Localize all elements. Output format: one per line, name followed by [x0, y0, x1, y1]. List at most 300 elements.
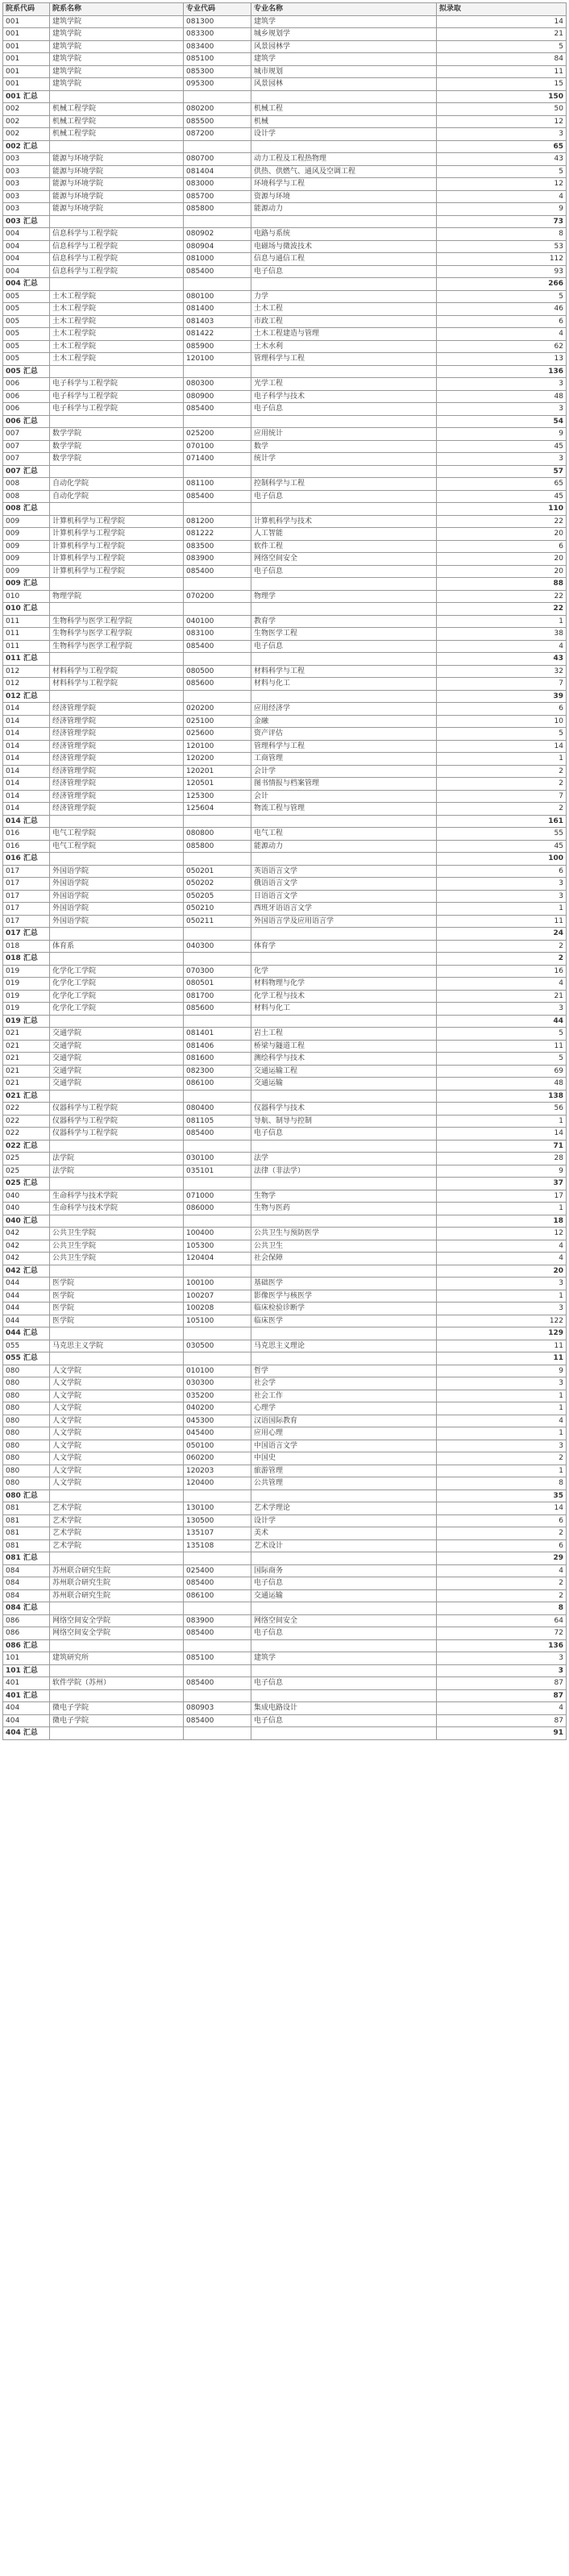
admitted-count-cell: 11 [437, 65, 567, 78]
major-code-cell [184, 1639, 251, 1652]
major-code-cell: 085600 [184, 1003, 251, 1016]
major-code-cell: 085700 [184, 190, 251, 203]
admitted-count-cell: 8 [437, 228, 567, 241]
dept-name-cell [50, 1727, 184, 1740]
dept-code-cell: 017 [3, 865, 50, 878]
dept-name-cell: 经济管理学院 [50, 790, 184, 803]
major-name-cell: 能源动力 [251, 203, 437, 216]
admitted-count-cell: 43 [437, 653, 567, 666]
major-code-cell: 100207 [184, 1290, 251, 1303]
dept-code-cell: 006 [3, 390, 50, 403]
major-name-cell: 教育学 [251, 615, 437, 628]
major-name-cell: 化学工程与技术 [251, 990, 437, 1003]
dept-name-cell: 外国语学院 [50, 890, 184, 903]
major-code-cell: 085400 [184, 490, 251, 503]
table-row [3, 828, 567, 841]
dept-code-cell: 025 汇总 [3, 1178, 50, 1190]
subtotal-row [3, 1327, 567, 1340]
table-row [3, 1303, 567, 1315]
dept-name-cell: 经济管理学院 [50, 715, 184, 728]
major-code-cell: 081404 [184, 165, 251, 178]
major-name-cell: 统计学 [251, 453, 437, 466]
major-code-cell: 120100 [184, 740, 251, 753]
dept-name-cell: 建筑学院 [50, 40, 184, 53]
dept-code-cell: 019 [3, 1003, 50, 1016]
dept-name-cell: 交通学院 [50, 1053, 184, 1066]
major-code-cell [184, 653, 251, 666]
table-row [3, 703, 567, 716]
admitted-count-cell: 3 [437, 453, 567, 466]
dept-code-cell: 040 [3, 1203, 50, 1215]
major-name-cell [251, 1327, 437, 1340]
table-row [3, 190, 567, 203]
admitted-count-cell: 22 [437, 515, 567, 528]
major-code-cell: 086000 [184, 1203, 251, 1215]
major-code-cell [184, 1178, 251, 1190]
table-row [3, 1427, 567, 1440]
admitted-count-cell: 136 [437, 365, 567, 378]
table-row [3, 153, 567, 166]
dept-name-cell: 建筑学院 [50, 28, 184, 41]
table-row [3, 728, 567, 741]
dept-name-cell: 生物科学与医学工程学院 [50, 640, 184, 653]
admitted-count-cell: 69 [437, 1065, 567, 1078]
dept-name-cell [50, 503, 184, 516]
dept-name-cell: 机械工程学院 [50, 103, 184, 116]
table-row [3, 1115, 567, 1128]
admitted-count-cell: 4 [437, 190, 567, 203]
dept-name-cell: 医学院 [50, 1315, 184, 1327]
dept-code-cell: 010 [3, 590, 50, 603]
dept-code-cell: 006 [3, 403, 50, 416]
table-row [3, 28, 567, 41]
dept-code-cell: 003 [3, 153, 50, 166]
dept-name-cell [50, 1602, 184, 1615]
major-name-cell: 土木工程 [251, 303, 437, 316]
dept-code-cell: 003 汇总 [3, 215, 50, 228]
major-name-cell: 生物医学工程 [251, 628, 437, 641]
table-row [3, 103, 567, 116]
major-name-cell: 工商管理 [251, 753, 437, 766]
dept-code-cell: 042 [3, 1240, 50, 1253]
admitted-count-cell: 64 [437, 1614, 567, 1627]
dept-name-cell [50, 603, 184, 616]
dept-code-cell: 025 [3, 1165, 50, 1178]
major-code-cell: 085400 [184, 265, 251, 278]
dept-code-cell: 011 [3, 640, 50, 653]
table-row [3, 965, 567, 978]
major-name-cell [251, 653, 437, 666]
major-name-cell [251, 1090, 437, 1103]
major-name-cell: 建筑学 [251, 53, 437, 66]
table-row [3, 390, 567, 403]
major-name-cell: 网络空间安全 [251, 1614, 437, 1627]
table-row [3, 1514, 567, 1527]
table-row [3, 590, 567, 603]
major-code-cell [184, 1689, 251, 1702]
major-code-cell: 100400 [184, 1228, 251, 1240]
major-name-cell [251, 1602, 437, 1615]
major-name-cell: 美术 [251, 1527, 437, 1540]
admitted-count-cell: 39 [437, 690, 567, 703]
major-code-cell: 050205 [184, 890, 251, 903]
dept-name-cell: 电子科学与工程学院 [50, 403, 184, 416]
dept-code-cell: 017 [3, 915, 50, 928]
admitted-count-cell: 22 [437, 603, 567, 616]
table-row [3, 640, 567, 653]
table-row [3, 1477, 567, 1490]
major-name-cell: 土木水利 [251, 340, 437, 353]
dept-code-cell: 044 [3, 1315, 50, 1327]
table-row [3, 1290, 567, 1303]
admitted-count-cell: 1 [437, 903, 567, 916]
table-body [3, 15, 567, 1739]
dept-name-cell: 信息科学与工程学院 [50, 240, 184, 253]
dept-name-cell: 计算机科学与工程学院 [50, 515, 184, 528]
admitted-count-cell: 1 [437, 1427, 567, 1440]
major-name-cell: 电子信息 [251, 640, 437, 653]
major-name-cell: 心理学 [251, 1402, 437, 1415]
major-code-cell: 070100 [184, 440, 251, 453]
major-code-cell: 085400 [184, 1677, 251, 1690]
table-row [3, 315, 567, 328]
major-code-cell [184, 1490, 251, 1502]
dept-name-cell: 公共卫生学院 [50, 1228, 184, 1240]
table-row [3, 1003, 567, 1016]
major-code-cell: 100208 [184, 1303, 251, 1315]
dept-code-cell: 005 [3, 290, 50, 303]
dept-name-cell: 人文学院 [50, 1477, 184, 1490]
major-name-cell: 环境科学与工程 [251, 178, 437, 191]
dept-name-cell: 建筑学院 [50, 53, 184, 66]
major-code-cell: 085800 [184, 203, 251, 216]
admitted-count-cell: 14 [437, 740, 567, 753]
dept-name-cell: 艺术学院 [50, 1527, 184, 1540]
dept-code-cell: 022 [3, 1128, 50, 1141]
dept-code-cell: 004 [3, 240, 50, 253]
dept-code-cell: 042 [3, 1228, 50, 1240]
dept-code-cell: 019 [3, 965, 50, 978]
dept-name-cell: 人文学院 [50, 1402, 184, 1415]
table-row [3, 1465, 567, 1477]
major-code-cell: 010100 [184, 1365, 251, 1377]
major-code-cell: 081403 [184, 315, 251, 328]
table-row [3, 478, 567, 491]
dept-name-cell: 计算机科学与工程学院 [50, 528, 184, 541]
dept-code-cell: 086 [3, 1627, 50, 1640]
dept-code-cell: 004 [3, 265, 50, 278]
admitted-count-cell: 6 [437, 315, 567, 328]
admitted-count-cell: 3 [437, 878, 567, 891]
table-row [3, 1190, 567, 1203]
dept-code-cell: 044 [3, 1303, 50, 1315]
subtotal-row [3, 1664, 567, 1677]
subtotal-row [3, 1015, 567, 1028]
major-name-cell [251, 1552, 437, 1565]
major-code-cell: 050210 [184, 903, 251, 916]
dept-code-cell: 044 汇总 [3, 1327, 50, 1340]
major-name-cell: 交通运输工程 [251, 1065, 437, 1078]
major-name-cell [251, 90, 437, 103]
admitted-count-cell: 13 [437, 353, 567, 366]
dept-code-cell: 055 汇总 [3, 1352, 50, 1365]
dept-code-cell: 018 汇总 [3, 953, 50, 966]
major-name-cell [251, 1178, 437, 1190]
major-code-cell: 081700 [184, 990, 251, 1003]
major-name-cell: 中国语言文学 [251, 1440, 437, 1452]
major-code-cell: 083300 [184, 28, 251, 41]
admitted-count-cell: 9 [437, 203, 567, 216]
admitted-count-cell: 54 [437, 415, 567, 428]
major-name-cell: 临床医学 [251, 1315, 437, 1327]
major-code-cell: 086100 [184, 1589, 251, 1602]
admitted-count-cell: 122 [437, 1315, 567, 1327]
dept-name-cell: 艺术学院 [50, 1514, 184, 1527]
admitted-count-cell: 72 [437, 1627, 567, 1640]
major-code-cell: 083500 [184, 540, 251, 553]
major-name-cell: 应用统计 [251, 428, 437, 441]
major-name-cell: 公共卫生与预防医学 [251, 1228, 437, 1240]
major-code-cell: 105300 [184, 1240, 251, 1253]
subtotal-row [3, 815, 567, 828]
major-name-cell: 应用经济学 [251, 703, 437, 716]
major-code-cell: 085600 [184, 678, 251, 691]
admitted-count-cell: 5 [437, 290, 567, 303]
major-name-cell: 材料科学与工程 [251, 665, 437, 678]
table-row [3, 53, 567, 66]
dept-code-cell: 080 [3, 1402, 50, 1415]
admitted-count-cell: 73 [437, 215, 567, 228]
major-name-cell: 电子信息 [251, 265, 437, 278]
dept-name-cell: 经济管理学院 [50, 778, 184, 791]
major-name-cell [251, 578, 437, 591]
admitted-count-cell: 9 [437, 428, 567, 441]
admitted-count-cell: 12 [437, 1228, 567, 1240]
dept-code-cell: 042 汇总 [3, 1265, 50, 1278]
admitted-count-cell: 14 [437, 1128, 567, 1141]
subtotal-row [3, 578, 567, 591]
dept-name-cell [50, 90, 184, 103]
admitted-count-cell: 12 [437, 115, 567, 128]
table-row [3, 428, 567, 441]
admitted-count-cell: 6 [437, 865, 567, 878]
dept-name-cell: 能源与环境学院 [50, 153, 184, 166]
dept-code-cell: 006 [3, 378, 50, 391]
dept-code-cell: 007 [3, 428, 50, 441]
major-name-cell: 材料与化工 [251, 678, 437, 691]
dept-code-cell: 011 汇总 [3, 653, 50, 666]
dept-name-cell: 信息科学与工程学院 [50, 265, 184, 278]
admitted-count-cell: 129 [437, 1327, 567, 1340]
table-row [3, 1415, 567, 1427]
major-name-cell: 社会保障 [251, 1253, 437, 1265]
dept-code-cell: 012 汇总 [3, 690, 50, 703]
major-code-cell [184, 1090, 251, 1103]
dept-name-cell: 土木工程学院 [50, 328, 184, 341]
dept-name-cell [50, 653, 184, 666]
major-code-cell: 020200 [184, 703, 251, 716]
major-name-cell [251, 503, 437, 516]
dept-code-cell: 009 [3, 553, 50, 566]
dept-code-cell: 003 [3, 165, 50, 178]
admitted-count-cell: 32 [437, 665, 567, 678]
admitted-count-cell: 2 [437, 1589, 567, 1602]
major-name-cell: 风景园林学 [251, 40, 437, 53]
table-row [3, 1078, 567, 1091]
dept-code-cell: 002 汇总 [3, 140, 50, 153]
admitted-count-cell: 1 [437, 1465, 567, 1477]
dept-name-cell: 人文学院 [50, 1440, 184, 1452]
dept-code-cell: 012 [3, 665, 50, 678]
major-code-cell: 085400 [184, 1128, 251, 1141]
admitted-count-cell: 46 [437, 303, 567, 316]
admitted-count-cell: 50 [437, 103, 567, 116]
table-row [3, 453, 567, 466]
major-name-cell: 控制科学与工程 [251, 478, 437, 491]
major-name-cell: 力学 [251, 290, 437, 303]
table-row [3, 253, 567, 266]
major-name-cell: 机械工程 [251, 103, 437, 116]
dept-name-cell: 建筑研究所 [50, 1652, 184, 1665]
subtotal-row [3, 653, 567, 666]
table-row [3, 515, 567, 528]
dept-code-cell: 007 [3, 440, 50, 453]
subtotal-row [3, 503, 567, 516]
major-name-cell: 电子信息 [251, 1677, 437, 1690]
major-name-cell: 影像医学与核医学 [251, 1290, 437, 1303]
major-code-cell: 086100 [184, 1078, 251, 1091]
admitted-count-cell: 10 [437, 715, 567, 728]
table-row [3, 1539, 567, 1552]
major-code-cell: 050202 [184, 878, 251, 891]
dept-code-cell: 009 [3, 540, 50, 553]
major-name-cell: 马克思主义理论 [251, 1340, 437, 1352]
major-name-cell: 体育学 [251, 940, 437, 953]
dept-name-cell [50, 1490, 184, 1502]
major-name-cell: 中国史 [251, 1452, 437, 1465]
table-row [3, 1040, 567, 1053]
major-name-cell: 资源与环境 [251, 190, 437, 203]
major-name-cell: 仪器科学与技术 [251, 1103, 437, 1116]
admitted-count-cell: 4 [437, 1253, 567, 1265]
admitted-count-cell: 16 [437, 965, 567, 978]
dept-code-cell: 017 汇总 [3, 928, 50, 941]
dept-name-cell [50, 1090, 184, 1103]
major-name-cell: 动力工程及工程热物理 [251, 153, 437, 166]
dept-name-cell: 建筑学院 [50, 65, 184, 78]
major-name-cell [251, 465, 437, 478]
major-name-cell [251, 815, 437, 828]
major-code-cell: 045300 [184, 1415, 251, 1427]
dept-code-cell: 007 汇总 [3, 465, 50, 478]
dept-name-cell: 医学院 [50, 1278, 184, 1290]
dept-code-cell: 011 [3, 615, 50, 628]
table-row [3, 1440, 567, 1452]
major-code-cell: 025600 [184, 728, 251, 741]
major-code-cell: 050211 [184, 915, 251, 928]
admitted-count-cell: 138 [437, 1090, 567, 1103]
major-name-cell [251, 1639, 437, 1652]
major-code-cell: 120501 [184, 778, 251, 791]
admitted-count-cell: 56 [437, 1103, 567, 1116]
admitted-count-cell: 7 [437, 790, 567, 803]
subtotal-row [3, 1689, 567, 1702]
admitted-count-cell: 44 [437, 1015, 567, 1028]
dept-code-cell: 084 [3, 1577, 50, 1590]
major-name-cell: 人工智能 [251, 528, 437, 541]
admitted-count-cell: 161 [437, 815, 567, 828]
admitted-count-cell: 18 [437, 1215, 567, 1228]
admitted-count-cell: 20 [437, 565, 567, 578]
major-code-cell [184, 1727, 251, 1740]
admitted-count-cell: 15 [437, 78, 567, 91]
table-row [3, 440, 567, 453]
major-name-cell: 俄语语言文学 [251, 878, 437, 891]
admitted-count-cell: 9 [437, 1165, 567, 1178]
major-code-cell: 080902 [184, 228, 251, 241]
admitted-count-cell: 3 [437, 1278, 567, 1290]
major-code-cell: 085400 [184, 1577, 251, 1590]
dept-name-cell [50, 278, 184, 291]
major-code-cell: 083000 [184, 178, 251, 191]
major-name-cell: 外国语言学及应用语言学 [251, 915, 437, 928]
dept-name-cell: 经济管理学院 [50, 740, 184, 753]
dept-code-cell: 080 [3, 1440, 50, 1452]
table-row [3, 1402, 567, 1415]
dept-code-cell: 081 [3, 1502, 50, 1515]
major-code-cell: 040300 [184, 940, 251, 953]
dept-name-cell: 仪器科学与工程学院 [50, 1115, 184, 1128]
table-row [3, 1253, 567, 1265]
major-name-cell: 土木工程建造与管理 [251, 328, 437, 341]
dept-code-cell: 084 汇总 [3, 1602, 50, 1615]
table-row [3, 540, 567, 553]
table-row [3, 15, 567, 28]
major-name-cell: 会计学 [251, 765, 437, 778]
admitted-count-cell: 2 [437, 765, 567, 778]
table-row [3, 1065, 567, 1078]
admitted-count-cell: 22 [437, 590, 567, 603]
dept-name-cell: 艺术学院 [50, 1502, 184, 1515]
dept-name-cell [50, 1552, 184, 1565]
major-name-cell [251, 278, 437, 291]
major-code-cell: 081300 [184, 15, 251, 28]
dept-name-cell: 外国语学院 [50, 865, 184, 878]
dept-name-cell [50, 415, 184, 428]
dept-name-cell: 法学院 [50, 1165, 184, 1178]
table-row [3, 290, 567, 303]
major-code-cell: 087200 [184, 128, 251, 141]
dept-name-cell: 交通学院 [50, 1078, 184, 1091]
table-row [3, 1702, 567, 1715]
major-code-cell: 070300 [184, 965, 251, 978]
major-code-cell: 080800 [184, 828, 251, 841]
major-name-cell: 能源动力 [251, 840, 437, 853]
table-row [3, 915, 567, 928]
table-row [3, 328, 567, 341]
table-row [3, 1527, 567, 1540]
dept-name-cell: 化学化工学院 [50, 965, 184, 978]
table-row [3, 1165, 567, 1178]
major-code-cell: 081422 [184, 328, 251, 341]
major-name-cell [251, 140, 437, 153]
table-row [3, 715, 567, 728]
major-name-cell: 设计学 [251, 1514, 437, 1527]
major-name-cell: 建筑学 [251, 1652, 437, 1665]
dept-code-cell: 021 [3, 1053, 50, 1066]
table-row [3, 1240, 567, 1253]
major-name-cell: 法律（非法学） [251, 1165, 437, 1178]
